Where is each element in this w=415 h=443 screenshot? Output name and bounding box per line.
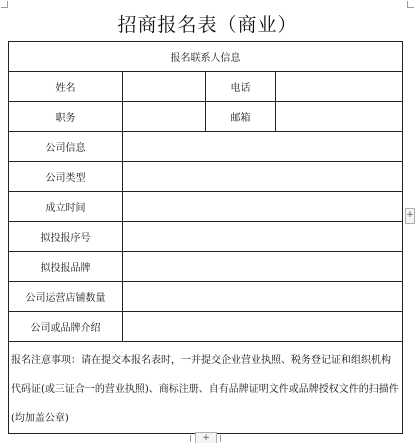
field-value-cell[interactable]: [123, 222, 403, 252]
field-label: 成立时间: [9, 192, 123, 222]
field-value-cell[interactable]: [276, 102, 403, 132]
page-corner-mark-top-right: [407, 1, 414, 8]
field-label: 公司或品牌介绍: [9, 312, 123, 342]
field-label: 邮箱: [206, 102, 276, 132]
section-header-row: [9, 42, 403, 72]
notes-cell: [9, 342, 403, 434]
field-value-cell[interactable]: [123, 252, 403, 282]
field-label: 职务: [9, 102, 123, 132]
bottom-guide-mark-right: [220, 435, 221, 442]
table-row: [9, 102, 403, 132]
bottom-guide-mark-left: [190, 435, 191, 442]
registration-form-table: [8, 41, 403, 434]
table-add-row-handle[interactable]: +: [195, 432, 217, 443]
field-label: 姓名: [9, 72, 123, 102]
section-header-cell: 报名联系人信息: [9, 42, 403, 72]
table-row: [9, 132, 403, 162]
field-value-cell[interactable]: [123, 72, 206, 102]
field-label: 公司运营店铺数量: [9, 282, 123, 312]
document-title: 招商报名表（商业）: [117, 14, 298, 36]
field-label: 公司类型: [9, 162, 123, 192]
table-row: [9, 72, 403, 102]
table-row: [9, 222, 403, 252]
field-label: 公司信息: [9, 132, 123, 162]
table-row: [9, 282, 403, 312]
field-label: 拟投报序号: [9, 222, 123, 252]
notes-row: [9, 342, 403, 434]
field-label: 电话: [206, 72, 276, 102]
table-row: [9, 312, 403, 342]
field-value-cell[interactable]: [123, 312, 403, 342]
field-label: 拟投报品牌: [9, 252, 123, 282]
notes-text: 报名注意事项：请在提交本报名表时，一并提交企业营业执照、税务登记证和组织机构代码证(或三证合一的营业执照)、商标注册、自有品牌证明文件或品牌授权文件的扫描件(均加盖公章): [11, 355, 399, 424]
table-row: [9, 252, 403, 282]
field-value-cell[interactable]: [123, 102, 206, 132]
table-resize-handle-right[interactable]: +: [405, 208, 415, 224]
page-corner-mark-top-left: [1, 1, 8, 8]
field-value-cell[interactable]: [123, 162, 403, 192]
field-value-cell[interactable]: [123, 192, 403, 222]
table-row: [9, 192, 403, 222]
table-row: [9, 162, 403, 192]
field-value-cell[interactable]: [123, 132, 403, 162]
field-value-cell[interactable]: [276, 72, 403, 102]
field-value-cell[interactable]: [123, 282, 403, 312]
